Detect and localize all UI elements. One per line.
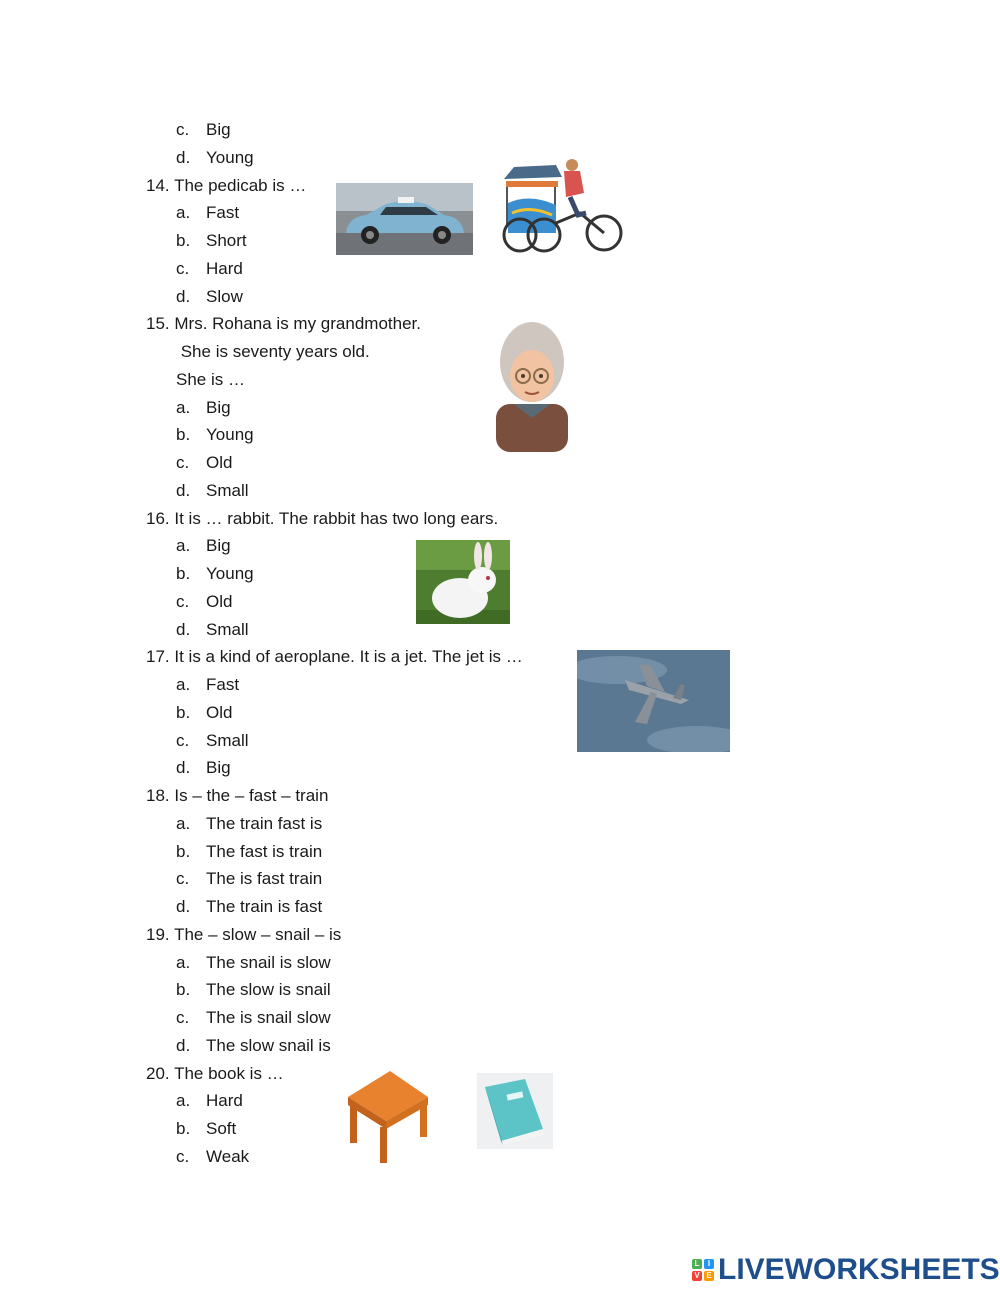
question-number: 20. bbox=[146, 1064, 170, 1083]
answer-option bbox=[176, 980, 331, 1000]
answer-option bbox=[176, 869, 322, 889]
option-text: The slow is snail bbox=[206, 980, 331, 999]
question-text: Mrs. Rohana is my grandmother. bbox=[174, 314, 421, 333]
option-letter: d. bbox=[176, 148, 191, 167]
question-text: The – slow – snail – is bbox=[174, 925, 342, 944]
option-text: Young bbox=[206, 564, 254, 583]
answer-option bbox=[176, 842, 322, 862]
answer-option bbox=[176, 231, 247, 251]
question-number: 19. bbox=[146, 925, 170, 944]
question-number: 15. bbox=[146, 314, 170, 333]
answer-option bbox=[176, 814, 322, 834]
option-letter: a. bbox=[176, 536, 191, 555]
option-text: Slow bbox=[206, 287, 243, 306]
question-text: It is … rabbit. The rabbit has two long ears. bbox=[174, 509, 499, 528]
option-text: The slow snail is bbox=[206, 1036, 331, 1055]
question-line bbox=[146, 176, 306, 196]
option-letter: c. bbox=[176, 453, 190, 472]
option-letter: b. bbox=[176, 564, 191, 583]
question-text: It is a kind of aeroplane. It is a jet. The jet is … bbox=[174, 647, 523, 666]
question-line bbox=[146, 647, 523, 667]
answer-option bbox=[176, 148, 254, 168]
option-text: Young bbox=[206, 148, 254, 167]
logo-mark-icon: L I V E bbox=[692, 1259, 714, 1281]
option-text: Old bbox=[206, 592, 233, 611]
option-text: Small bbox=[206, 731, 249, 750]
option-text: Short bbox=[206, 231, 247, 250]
answer-option bbox=[176, 953, 331, 973]
answer-option bbox=[176, 203, 239, 223]
answer-option bbox=[176, 398, 231, 418]
question-text: The book is … bbox=[174, 1064, 284, 1083]
option-text: Big bbox=[206, 758, 231, 777]
option-letter: a. bbox=[176, 398, 191, 417]
option-letter: c. bbox=[176, 731, 190, 750]
option-text: Big bbox=[206, 120, 231, 139]
answer-option bbox=[176, 1091, 243, 1111]
book-image bbox=[477, 1073, 553, 1149]
grandmother-image bbox=[490, 320, 572, 452]
answer-option bbox=[176, 425, 254, 445]
answer-option bbox=[176, 758, 231, 778]
answer-option bbox=[176, 1119, 236, 1139]
answer-option bbox=[176, 1036, 331, 1056]
answer-option bbox=[176, 592, 232, 612]
option-letter: d. bbox=[176, 287, 191, 306]
question-number: 16. bbox=[146, 509, 170, 528]
question-continuation bbox=[176, 342, 370, 362]
question-number: 17. bbox=[146, 647, 170, 666]
answer-option bbox=[176, 536, 231, 556]
option-letter: c. bbox=[176, 592, 190, 611]
answer-option bbox=[176, 564, 254, 584]
question-number: 18. bbox=[146, 786, 170, 805]
answer-option bbox=[176, 731, 249, 751]
option-letter: b. bbox=[176, 1119, 191, 1138]
question-text: She is … bbox=[176, 370, 245, 389]
option-text: Fast bbox=[206, 675, 240, 694]
option-text: The snail is slow bbox=[206, 953, 331, 972]
question-line bbox=[146, 925, 341, 945]
option-letter: d. bbox=[176, 1036, 191, 1055]
question-number: 14. bbox=[146, 176, 170, 195]
option-text: Big bbox=[206, 398, 231, 417]
option-text: Hard bbox=[206, 259, 243, 278]
brand-name: LIVEWORKSHEETS bbox=[718, 1253, 1000, 1286]
option-text: Small bbox=[206, 481, 249, 500]
option-letter: b. bbox=[176, 231, 191, 250]
option-letter: c. bbox=[176, 120, 190, 139]
option-text: Old bbox=[206, 703, 233, 722]
option-text: The is fast train bbox=[206, 869, 323, 888]
answer-option bbox=[176, 287, 243, 307]
option-letter: b. bbox=[176, 703, 191, 722]
question-line bbox=[146, 314, 421, 334]
option-letter: b. bbox=[176, 980, 191, 999]
option-letter: b. bbox=[176, 425, 191, 444]
option-text: Small bbox=[206, 620, 249, 639]
option-letter: a. bbox=[176, 203, 191, 222]
rabbit-image bbox=[416, 540, 510, 624]
answer-option bbox=[176, 259, 243, 279]
option-letter: c. bbox=[176, 259, 190, 278]
option-letter: a. bbox=[176, 953, 191, 972]
answer-option bbox=[176, 675, 239, 695]
answer-option bbox=[176, 453, 232, 473]
option-letter: c. bbox=[176, 1008, 190, 1027]
question-line bbox=[146, 1064, 284, 1084]
question-line bbox=[146, 786, 328, 806]
answer-option bbox=[176, 1147, 249, 1167]
question-text: Is – the – fast – train bbox=[174, 786, 329, 805]
option-letter: b. bbox=[176, 842, 191, 861]
option-letter: d. bbox=[176, 758, 191, 777]
jet-image bbox=[577, 650, 730, 752]
option-text: Old bbox=[206, 453, 233, 472]
option-text: The train is fast bbox=[206, 897, 323, 916]
option-text: Young bbox=[206, 425, 254, 444]
option-letter: c. bbox=[176, 869, 190, 888]
question-continuation bbox=[176, 370, 245, 390]
option-letter: a. bbox=[176, 814, 191, 833]
option-letter: a. bbox=[176, 675, 191, 694]
pedicab-image bbox=[500, 153, 628, 254]
question-text: The pedicab is … bbox=[174, 176, 307, 195]
option-text: Hard bbox=[206, 1091, 243, 1110]
answer-option bbox=[176, 897, 322, 917]
option-letter: c. bbox=[176, 1147, 190, 1166]
taxi-image bbox=[336, 183, 473, 255]
answer-option bbox=[176, 1008, 331, 1028]
table-image bbox=[346, 1069, 430, 1164]
option-text: Soft bbox=[206, 1119, 237, 1138]
option-letter: d. bbox=[176, 620, 191, 639]
answer-option bbox=[176, 620, 249, 640]
option-text: Big bbox=[206, 536, 231, 555]
answer-option bbox=[176, 481, 249, 501]
option-text: The fast is train bbox=[206, 842, 323, 861]
option-text: The is snail slow bbox=[206, 1008, 331, 1027]
option-text: Fast bbox=[206, 203, 240, 222]
answer-option bbox=[176, 703, 232, 723]
option-text: The train fast is bbox=[206, 814, 323, 833]
option-text: Weak bbox=[206, 1147, 250, 1166]
question-line bbox=[146, 509, 498, 529]
option-letter: d. bbox=[176, 897, 191, 916]
answer-option bbox=[176, 120, 231, 140]
question-text: She is seventy years old. bbox=[176, 342, 370, 361]
liveworksheets-logo bbox=[692, 1253, 1000, 1287]
option-letter: a. bbox=[176, 1091, 191, 1110]
option-letter: d. bbox=[176, 481, 191, 500]
